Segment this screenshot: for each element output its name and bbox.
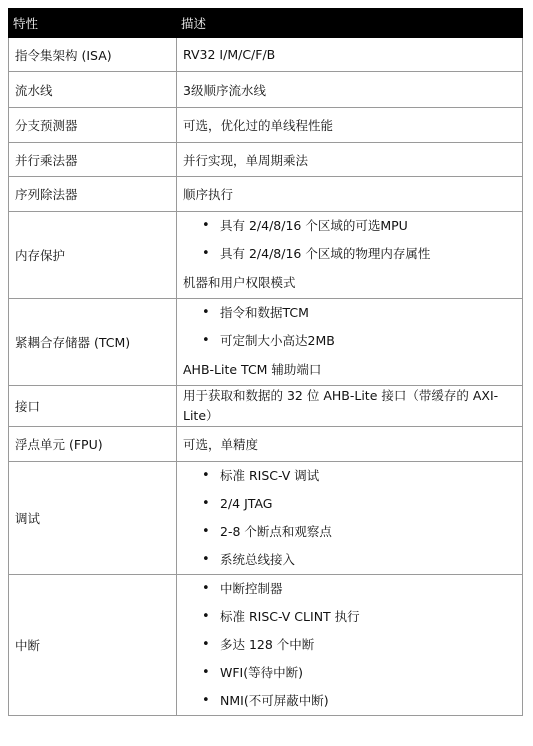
table-row	[9, 38, 523, 72]
description-cell	[177, 462, 523, 575]
feature-cell: 指令集架构 (ISA)	[9, 38, 177, 72]
table-header-row	[9, 9, 523, 38]
feature-cell: 并行乘法器	[9, 143, 177, 177]
feature-table	[8, 8, 523, 716]
header-feature: 特性	[9, 9, 177, 38]
list-item: • 标准 RISC-V CLINT 执行	[183, 603, 516, 631]
feature-cell: 流水线	[9, 72, 177, 108]
description-cell: 顺序执行	[177, 177, 523, 212]
description-cell: RV32 I/M/C/F/B	[177, 38, 523, 72]
description-cell: 用于获取和数据的 32 位 AHB-Lite 接口（带缓存的 AXI-Lite）	[177, 386, 523, 427]
feature-cell: 内存保护	[9, 212, 177, 299]
description-cell	[177, 212, 523, 299]
list-item: • 2-8 个断点和观察点	[183, 518, 516, 546]
bullet-list	[183, 299, 516, 355]
table-row	[9, 427, 523, 462]
bullet-list	[183, 575, 516, 715]
list-item: • 可定制大小高达2MB	[183, 327, 516, 355]
table-row	[9, 299, 523, 386]
table-row	[9, 177, 523, 212]
list-item: • 具有 2/4/8/16 个区域的物理内存属性	[183, 240, 516, 268]
feature-cell: 序列除法器	[9, 177, 177, 212]
list-item: • 系统总线接入	[183, 546, 516, 574]
list-item: • 中断控制器	[183, 575, 516, 603]
cell-note: AHB-Lite TCM 辅助端口	[183, 362, 322, 377]
description-cell: 可选，单精度	[177, 427, 523, 462]
table-row	[9, 72, 523, 108]
bullet-list	[183, 462, 516, 574]
list-item: • 标准 RISC-V 调试	[183, 462, 516, 490]
table-row	[9, 108, 523, 143]
feature-cell: 紧耦合存储器 (TCM)	[9, 299, 177, 386]
description-cell: 3级顺序流水线	[177, 72, 523, 108]
feature-cell: 中断	[9, 575, 177, 716]
list-item: • NMI(不可屏蔽中断)	[183, 687, 516, 715]
feature-cell: 分支预测器	[9, 108, 177, 143]
list-item: • 具有 2/4/8/16 个区域的可选MPU	[183, 212, 516, 240]
description-cell: 并行实现，单周期乘法	[177, 143, 523, 177]
feature-cell: 调试	[9, 462, 177, 575]
table-row	[9, 462, 523, 575]
feature-cell: 接口	[9, 386, 177, 427]
cell-note: 机器和用户权限模式	[183, 275, 296, 290]
table-row	[9, 575, 523, 716]
table-row	[9, 386, 523, 427]
list-item: • 2/4 JTAG	[183, 490, 516, 518]
description-cell	[177, 299, 523, 386]
feature-cell: 浮点单元 (FPU)	[9, 427, 177, 462]
description-cell	[177, 575, 523, 716]
description-cell: 可选，优化过的单线程性能	[177, 108, 523, 143]
bullet-list	[183, 212, 516, 268]
list-item: • 指令和数据TCM	[183, 299, 516, 327]
header-description: 描述	[177, 9, 523, 38]
list-item: • 多达 128 个中断	[183, 631, 516, 659]
table-row	[9, 143, 523, 177]
table-row	[9, 212, 523, 299]
list-item: • WFI(等待中断)	[183, 659, 516, 687]
